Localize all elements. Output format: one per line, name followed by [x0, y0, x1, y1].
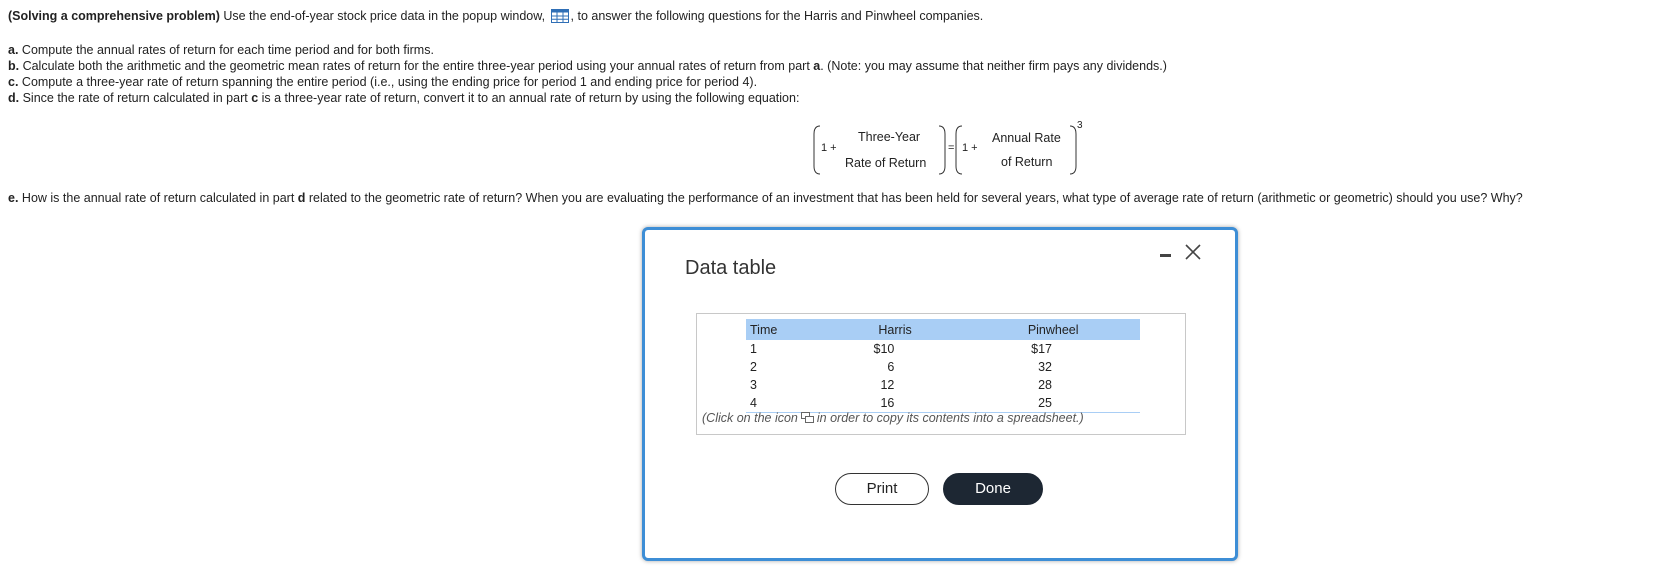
questions-list — [8, 42, 1167, 106]
cell-harris: 6 — [887, 360, 895, 374]
stock-price-table — [746, 319, 1140, 413]
question-c-letter: c. — [8, 75, 19, 89]
equation-right-top: Annual Rate — [992, 131, 1061, 145]
minimize-icon — [1160, 254, 1171, 257]
table-header-row — [746, 319, 1140, 340]
equation-one-plus-left: 1 + — [821, 142, 837, 154]
cell-pinwheel: $17 — [1031, 342, 1052, 356]
question-d-text-2: is a three-year rate of return, convert it to an annual rate of return by using the following equation: — [258, 91, 800, 105]
cell-time: 3 — [750, 378, 757, 392]
annualization-equation — [812, 120, 1092, 180]
equation-left-top: Three-Year — [858, 130, 921, 144]
cell-harris: 16 — [824, 394, 967, 413]
data-table-container — [696, 313, 1186, 435]
cell-time: 2 — [750, 360, 757, 374]
table-row — [746, 376, 1140, 394]
question-b-text-2: . (Note: you may assume that neither firm pays any dividends.) — [820, 59, 1167, 73]
equation-right-bottom: of Return — [1001, 155, 1053, 169]
cell-harris: $10 — [873, 342, 895, 356]
copy-instruction-note — [702, 411, 1084, 425]
question-d-letter: d. — [8, 91, 20, 105]
intro-text — [8, 8, 983, 24]
question-e-ref: d — [297, 191, 306, 205]
data-table-icon[interactable] — [551, 9, 569, 23]
print-button[interactable]: Print — [835, 473, 929, 505]
question-c-text: Compute a three-year rate of return spanning the entire period (i.e., using the ending price for period 1 and ending price for period 4). — [18, 75, 758, 89]
table-row — [746, 340, 1140, 358]
cell-pinwheel: 25 — [966, 394, 1140, 413]
question-a-letter: a. — [8, 43, 19, 57]
intro-text-after-icon: , to answer the following questions for the Harris and Pinwheel companies. — [570, 9, 984, 23]
note-text-after: in order to copy its contents into a spreadsheet.) — [816, 411, 1084, 425]
cell-time: 4 — [746, 394, 824, 413]
equation-one-plus-right: 1 + — [962, 142, 978, 154]
modal-title: Data table — [685, 257, 777, 279]
intro-text-before-icon: Use the end-of-year stock price data in the popup window, — [219, 9, 549, 23]
header-pinwheel: Pinwheel — [966, 319, 1140, 340]
equation-exponent: 3 — [1077, 120, 1083, 131]
cell-time: 1 — [750, 342, 757, 356]
question-c — [8, 74, 1167, 90]
question-d-text-1: Since the rate of return calculated in part — [19, 91, 252, 105]
question-e-text-1: How is the annual rate of return calculated in part — [18, 191, 298, 205]
question-d — [8, 90, 1167, 106]
table-row — [746, 358, 1140, 376]
table-row — [746, 394, 1140, 413]
data-table-modal — [642, 227, 1238, 561]
question-a-text: Compute the annual rates of return for each time period and for both firms. — [18, 43, 434, 57]
question-e-text-2: related to the geometric rate of return? When you are evaluating the performance of an investment that has been held for several years, what type of average rate of return (arithmetic or geometric) should you use? Why? — [305, 191, 1523, 205]
intro-bold-lead: (Solving a comprehensive problem) — [8, 9, 220, 23]
header-harris: Harris — [824, 319, 967, 340]
question-b — [8, 58, 1167, 74]
question-e — [8, 190, 1523, 206]
copy-icon[interactable] — [801, 412, 814, 423]
equation-equals: = — [948, 142, 955, 154]
done-button[interactable]: Done — [943, 473, 1043, 505]
cell-pinwheel: 28 — [1038, 378, 1052, 392]
note-text-before: (Click on the icon — [702, 411, 798, 425]
close-icon — [1181, 240, 1205, 264]
question-a — [8, 42, 1167, 58]
minimize-button[interactable] — [1154, 240, 1178, 264]
question-b-letter: b. — [8, 59, 20, 73]
cell-pinwheel: 32 — [1038, 360, 1052, 374]
equation-left-bottom: Rate of Return — [845, 156, 927, 170]
question-b-text-1: Calculate both the arithmetic and the geometric mean rates of return for the entire three-year period using your annual rates of return from part — [19, 59, 814, 73]
question-d-ref: c — [251, 91, 259, 105]
question-b-ref: a — [813, 59, 821, 73]
cell-harris: 12 — [880, 378, 895, 392]
close-button[interactable] — [1181, 240, 1205, 264]
question-e-letter: e. — [8, 191, 19, 205]
header-time: Time — [746, 319, 824, 340]
